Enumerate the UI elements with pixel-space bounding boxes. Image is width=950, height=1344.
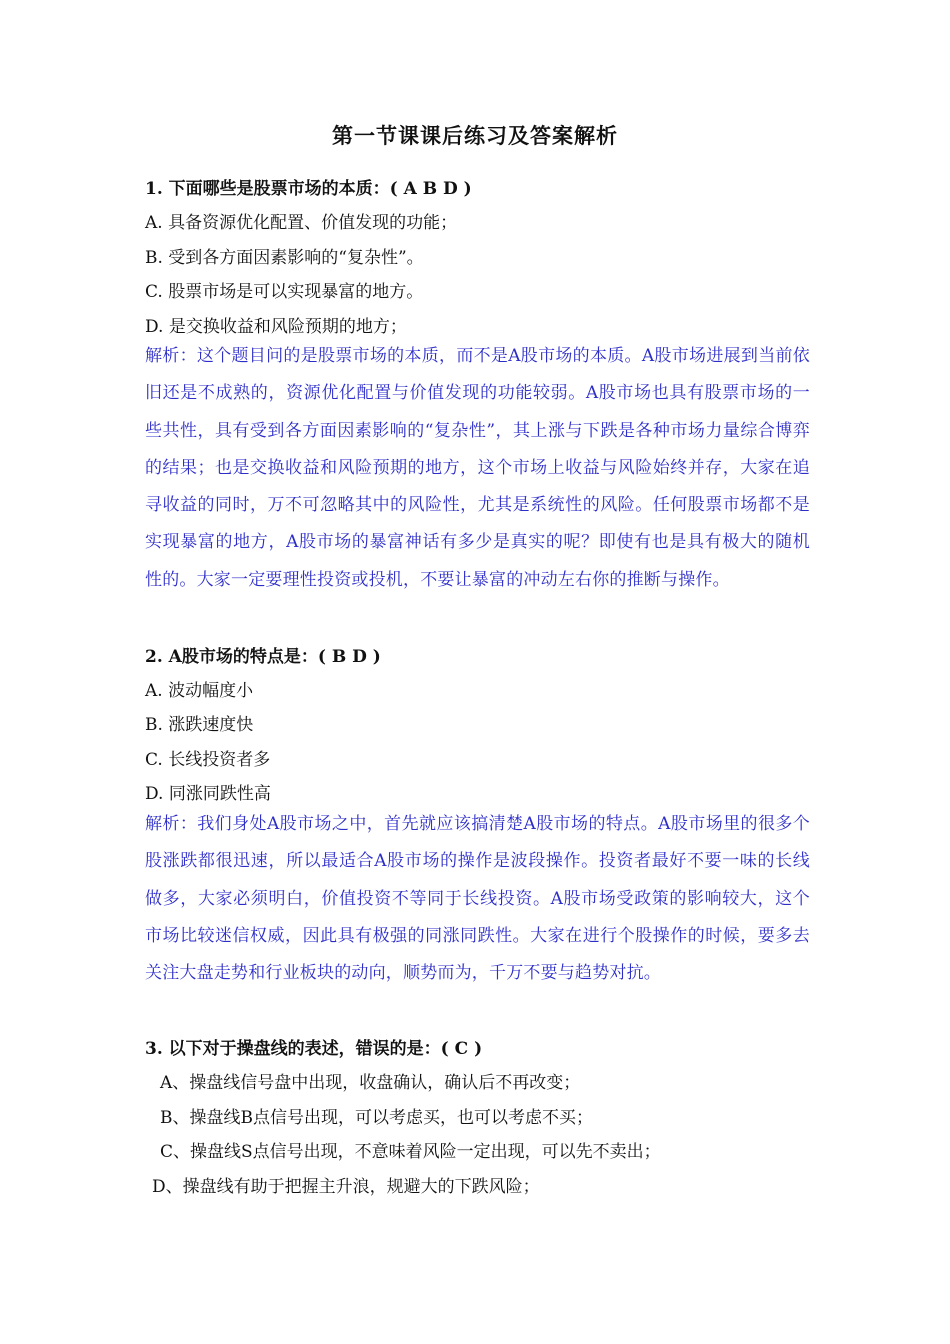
question-1-option-c: C. 股票市场是可以实现暴富的地方。: [145, 282, 424, 302]
question-3-option-a: A、操盘线信号盘中出现，收盘确认，确认后不再改变；: [160, 1073, 581, 1093]
question-2-option-d: D. 同涨同跌性高: [145, 784, 271, 804]
question-1-option-b: B. 受到各方面因素影响的“复杂性”。: [145, 248, 424, 268]
question-1-option-a: A. 具备资源优化配置、价值发现的功能；: [145, 213, 458, 233]
page-title: 第一节课课后练习及答案解析: [332, 123, 618, 148]
question-3-option-d: D、操盘线有助于把握主升浪，规避大的下跌风险；: [152, 1177, 540, 1197]
question-1-option-d: D. 是交换收益和风险预期的地方；: [145, 317, 407, 337]
question-3-option-b: B、操盘线B点信号出现，可以考虑买，也可以考虑不买；: [160, 1108, 593, 1128]
question-2-option-b: B. 涨跌速度快: [145, 715, 254, 735]
question-2-option-a: A. 波动幅度小: [145, 681, 254, 701]
question-1-analysis: 解析：这个题目问的是股票市场的本质，而不是A股市场的本质。A股市场进展到当前依旧还是不成熟的，资源优化配置与价值发现的功能较弱。A股市场也具有股票市场的一些共性，具有受到各方面因素影响的“复杂性”，其上涨与下跌是各种市场力量综合博弈的结果；也是交换收益和风险预期的地方，这个市场上收益与风险始终并存，大家在追寻收益的同时，万不可忽略其中的风险性，尤其是系统性的风险。任何股票市场都不是实现暴富的地方，A股市场的暴富神话有多少是真实的呢？即使有也是具有极大的随机性的。大家一定要理性投资或投机，不要让暴富的冲动左右你的推断与操作。: [145, 346, 810, 590]
question-1-stem: 1. 下面哪些是股票市场的本质：( A B D ): [145, 179, 472, 199]
question-3-option-c: C、操盘线S点信号出现，不意味着风险一定出现，可以先不卖出；: [160, 1142, 661, 1162]
question-2-analysis: 解析：我们身处A股市场之中，首先就应该搞清楚A股市场的特点。A股市场里的很多个股涨跌都很迅速，所以最适合A股市场的操作是波段操作。投资者最好不要一味的长线做多，大家必须明白，价值投资不等同于长线投资。A股市场受政策的影响较大，这个市场比较迷信权威，因此具有极强的同涨同跌性。大家在进行个股操作的时候，要多去关注大盘走势和行业板块的动向，顺势而为，千万不要与趋势对抗。: [145, 814, 810, 984]
question-2-stem: 2. A股市场的特点是：( B D ): [145, 647, 381, 667]
question-3-stem: 3. 以下对于操盘线的表述，错误的是：( C ): [145, 1039, 483, 1059]
question-2-option-c: C. 长线投资者多: [145, 750, 271, 770]
